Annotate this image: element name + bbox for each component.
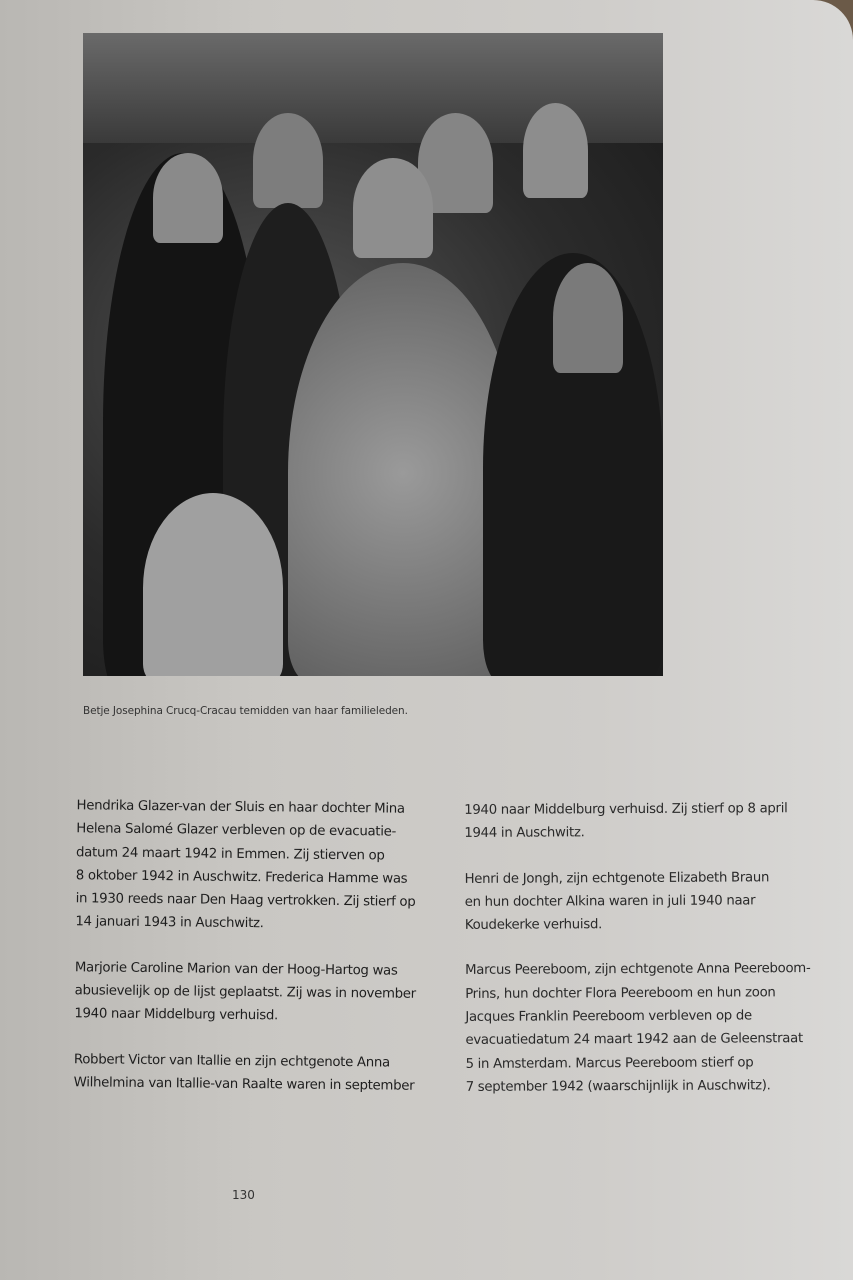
paragraph [465,866,811,938]
text-line: 8 oktober 1942 in Auschwitz. Frederica Hamme was [75,868,408,887]
photo-figure [523,103,588,198]
text-line: Marjorie Caroline Marion van der Hoog-Hartog was [74,959,398,979]
photo-caption: Betje Josephina Crucq-Cracau temidden van haar familieleden. [83,705,408,717]
text-line: en hun dochter Alkina waren in juli 1940 naar [464,893,756,910]
family-photograph [83,33,663,676]
text-line: 14 januari 1943 in Auschwitz. [75,914,264,932]
photo-figure [153,153,223,243]
photo-figure [253,113,323,208]
photo-figure [143,493,283,676]
photo-figure [553,263,623,373]
text-line: Robbert Victor van Itallie en zijn echtgenote Anna [73,1051,390,1071]
text-line: evacuatiedatum 24 maart 1942 aan de Geleenstraat [465,1031,803,1049]
text-line: Hendrika Glazer-van der Sluis en haar dochter Mina [76,798,405,817]
paragraph [465,958,811,1100]
right-column [464,797,811,1121]
text-line: Helena Salomé Glazer verbleven op de evacuatie- [76,821,397,840]
text-line: 5 in Amsterdam. Marcus Peereboom stierf op [465,1055,754,1072]
text-line: in 1930 reeds naar Den Haag vertrokken. Zij stierf op [75,891,416,910]
paragraph [74,956,416,1029]
text-line: Prins, hun dochter Flora Peereboom en hun zoon [465,985,776,1002]
text-line: 1944 in Auschwitz. [464,825,585,842]
text-line: Koudekerke verhuisd. [464,917,603,934]
text-line: abusievelijk op de lijst geplaatst. Zij was in november [74,983,416,1002]
paragraph [74,1048,416,1098]
text-line: datum 24 maart 1942 in Emmen. Zij stierven op [76,844,385,864]
left-column [73,794,418,1120]
text-line: 7 september 1942 (waarschijnlijk in Auschwitz). [465,1078,771,1095]
page-number: 130 [232,1188,255,1202]
text-line: 1940 naar Middelburg verhuisd. Zij stierf op 8 april [464,801,788,818]
paragraph [464,797,810,845]
text-line: Marcus Peereboom, zijn echtgenote Anna Peereboom- [465,961,811,979]
text-line: Henri de Jongh, zijn echtgenote Elizabeth Braun [464,869,770,887]
photo-figure [353,158,433,258]
text-line: Jacques Franklin Peereboom verbleven op de [465,1008,752,1025]
text-line: 1940 naar Middelburg verhuisd. [74,1006,279,1024]
text-line: Wilhelmina van Itallie-van Raalte waren in september [73,1075,415,1094]
paragraph [75,794,418,937]
